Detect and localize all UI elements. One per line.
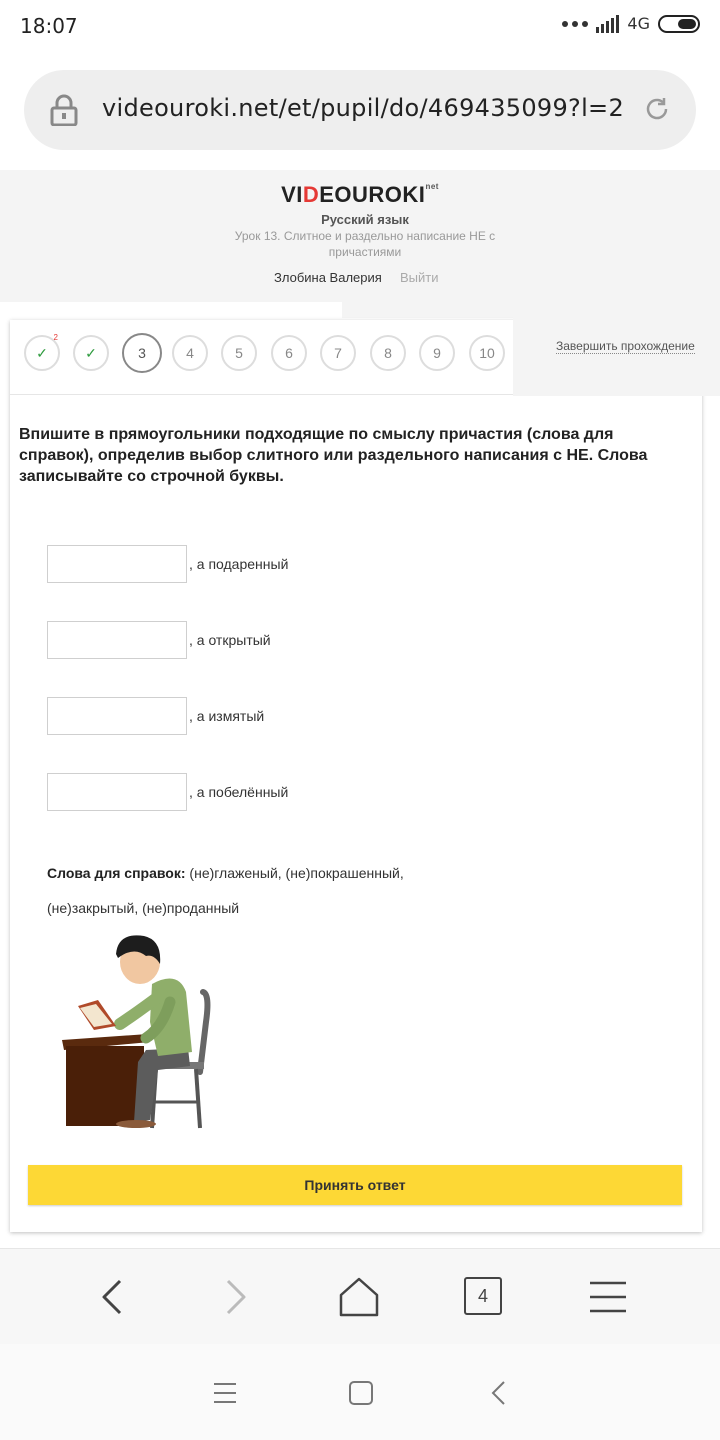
tabs-count-button[interactable]: 4 xyxy=(464,1277,502,1315)
lesson-title: Урок 13. Слитное и раздельно написание НЕ с причастиями xyxy=(234,229,496,259)
answer-suffix: , а побелённый xyxy=(189,784,289,800)
hint-label: Слова для справок: xyxy=(47,865,186,881)
hint-block xyxy=(47,856,647,926)
answer-input-4[interactable] xyxy=(47,773,187,811)
step-bar xyxy=(10,320,702,395)
subject-title: Русский язык xyxy=(321,212,409,227)
attempts-badge: 2 xyxy=(53,333,58,342)
hint-words-1: (не)глаженый, (не)покрашенный, xyxy=(185,865,404,881)
step-4[interactable]: 4 xyxy=(172,335,208,371)
back-arrow-icon[interactable] xyxy=(90,1275,134,1319)
user-name: Злобина Валерия xyxy=(274,270,382,285)
status-bar xyxy=(0,0,720,52)
home-icon[interactable] xyxy=(337,1275,381,1319)
question-text: Впишите в прямоугольники подходящие по смыслу причастия (слова для справок), определив выбор слитного или раздельного написания с НЕ. Слова записывайте со строчной буквы. xyxy=(19,426,648,485)
menu-icon[interactable] xyxy=(586,1275,630,1319)
battery-icon xyxy=(658,15,700,33)
status-time: 18:07 xyxy=(20,14,78,38)
logout-link[interactable]: Выйти xyxy=(400,270,439,285)
check-icon: ✓ xyxy=(36,345,48,361)
task-card xyxy=(10,320,702,1232)
answer-input-1[interactable] xyxy=(47,545,187,583)
network-type: 4G xyxy=(627,14,650,33)
hint-words-2: (не)закрытый, (не)проданный xyxy=(47,900,240,916)
check-icon: ✓ xyxy=(85,345,97,361)
step-1[interactable] xyxy=(24,335,60,371)
student-reading-illustration xyxy=(58,932,218,1132)
system-navbar xyxy=(0,1344,720,1440)
browser-toolbar xyxy=(0,1248,720,1345)
forward-arrow-icon[interactable] xyxy=(214,1275,258,1319)
step-5[interactable]: 5 xyxy=(221,335,257,371)
answer-input-2[interactable] xyxy=(47,621,187,659)
address-bar[interactable] xyxy=(24,70,696,150)
site-logo[interactable]: $VIDEOUROKI^{net}$ xyxy=(281,182,439,207)
answer-suffix: , а открытый xyxy=(189,632,271,648)
more-dots-icon xyxy=(562,21,588,27)
lock-icon xyxy=(50,94,78,126)
step-7[interactable]: 7 xyxy=(320,335,356,371)
reload-icon[interactable] xyxy=(642,94,672,124)
answer-suffix: , а подаренный xyxy=(189,556,289,572)
step-3[interactable]: 3 xyxy=(122,333,162,373)
recent-apps-icon[interactable] xyxy=(210,1378,240,1408)
step-10[interactable]: 10 xyxy=(469,335,505,371)
step-6[interactable]: 6 xyxy=(271,335,307,371)
site-header xyxy=(0,170,720,302)
finish-link[interactable]: Завершить прохождение xyxy=(556,339,695,353)
step-8[interactable]: 8 xyxy=(370,335,406,371)
status-icons xyxy=(562,14,700,33)
step-2[interactable] xyxy=(73,335,109,371)
system-back-icon[interactable] xyxy=(484,1378,514,1408)
answer-suffix: , а измятый xyxy=(189,708,265,724)
signal-icon xyxy=(596,15,619,33)
answer-input-3[interactable] xyxy=(47,697,187,735)
submit-answer-button[interactable]: Принять ответ xyxy=(28,1165,682,1205)
url-text[interactable]: videouroki.net/et/pupil/do/469435099?l=2 xyxy=(102,94,625,122)
home-square-icon[interactable] xyxy=(346,1378,376,1408)
step-9[interactable]: 9 xyxy=(419,335,455,371)
